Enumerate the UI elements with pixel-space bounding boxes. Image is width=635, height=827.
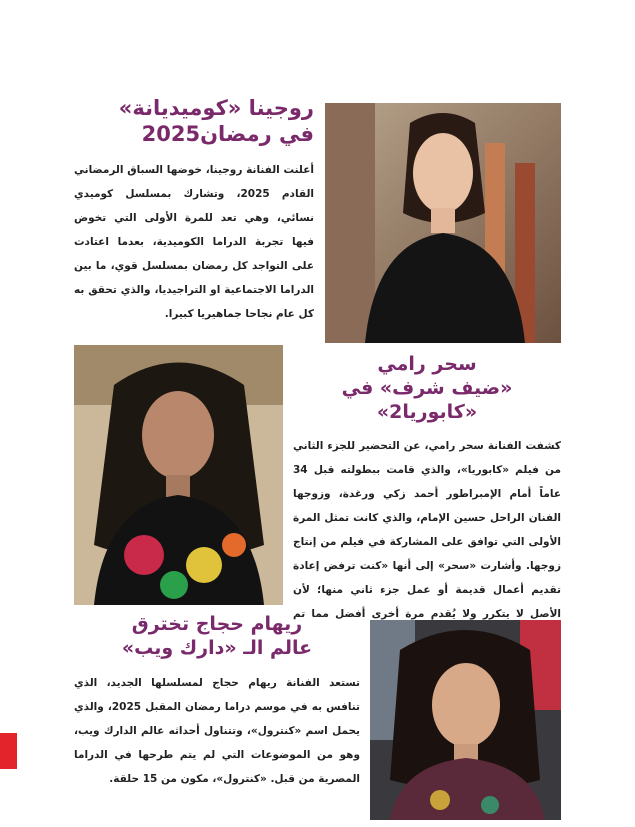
body-sahar-ramy: كشفت الفنانة سحر رامي، عن التحضير للجزء الثاني من فيلم «كابوريا»، والذي قامت ببطولته قبل 34 عاماً أمام الإمبراطور أحمد زكي ورغدة، وزوجها الفنان الراحل حسين الإمام، والذي كانت تمثل المرة الأولى التي توافق على المشاركة في فيلم من إنتاج زوجها. وأشارت «سحر» إلى أنها «كنت ترفض إعادة تقديم أعمال قديمة أو عمل جزء ثاني منها؛ لأن الأصل لا يتكرر ولا يُقدم مرة أخرى أفضل مما تم (293, 440, 561, 621)
headline-rogina-line1: روجينا «كوميديانة» (118, 96, 314, 120)
article-rogina (74, 95, 314, 326)
headline-sahar-ramy-line1: سحر رامي (377, 353, 477, 375)
portrait-reham-hagag-image (370, 620, 561, 820)
page-edge-tab (0, 733, 17, 769)
photo-reham-hagag (370, 620, 561, 820)
photo-sahar-ramy (74, 345, 283, 605)
headline-reham-hagag-line1: ريهام حجاج تخترق (131, 613, 303, 635)
headline-reham-hagag-line2: عالم الـ «دارك ويب» (121, 636, 313, 659)
article-reham-hagag (74, 613, 360, 791)
portrait-rogina-image (325, 103, 561, 343)
headline-rogina (74, 95, 314, 148)
headline-sahar-ramy-line2: «ضيف شرف» في «كابوريا2» (341, 376, 513, 423)
headline-sahar-ramy (293, 353, 561, 424)
photo-rogina (325, 103, 561, 343)
portrait-sahar-ramy-image (74, 345, 283, 605)
headline-rogina-line2: في رمضان2025 (141, 122, 314, 147)
body-reham-hagag: تستعد الفنانة ريهام حجاج لمسلسلها الجديد، الذي تنافس به في موسم دراما رمضان المقبل 2025، والذي يحمل اسم «كنترول»، وتتناول أحداثه عالم الدارك ويب، وهو من الموضوعات التي لم يتم طرحها في الدراما المصرية من قبل. «كنترول»، مكون من 15 حلقة. (74, 676, 361, 785)
headline-reham-hagag (74, 613, 360, 661)
article-sahar-ramy (293, 353, 561, 650)
body-rogina: أعلنت الفنانة روجينا، خوضها السباق الرمضاني القادم 2025، وتشارك بمسلسل كوميدي نسائي، وهي تعد للمرة الأولى التي تخوض فيها تجربة الدراما الكوميدية، بعدما اعتادت على التواجد كل رمضان بمسلسل قوي، ما بين الدراما الاجتماعية او التراجيديا، والذي تحقق به كل عام نجاحا جماهيريا كبيرا. (74, 163, 314, 320)
